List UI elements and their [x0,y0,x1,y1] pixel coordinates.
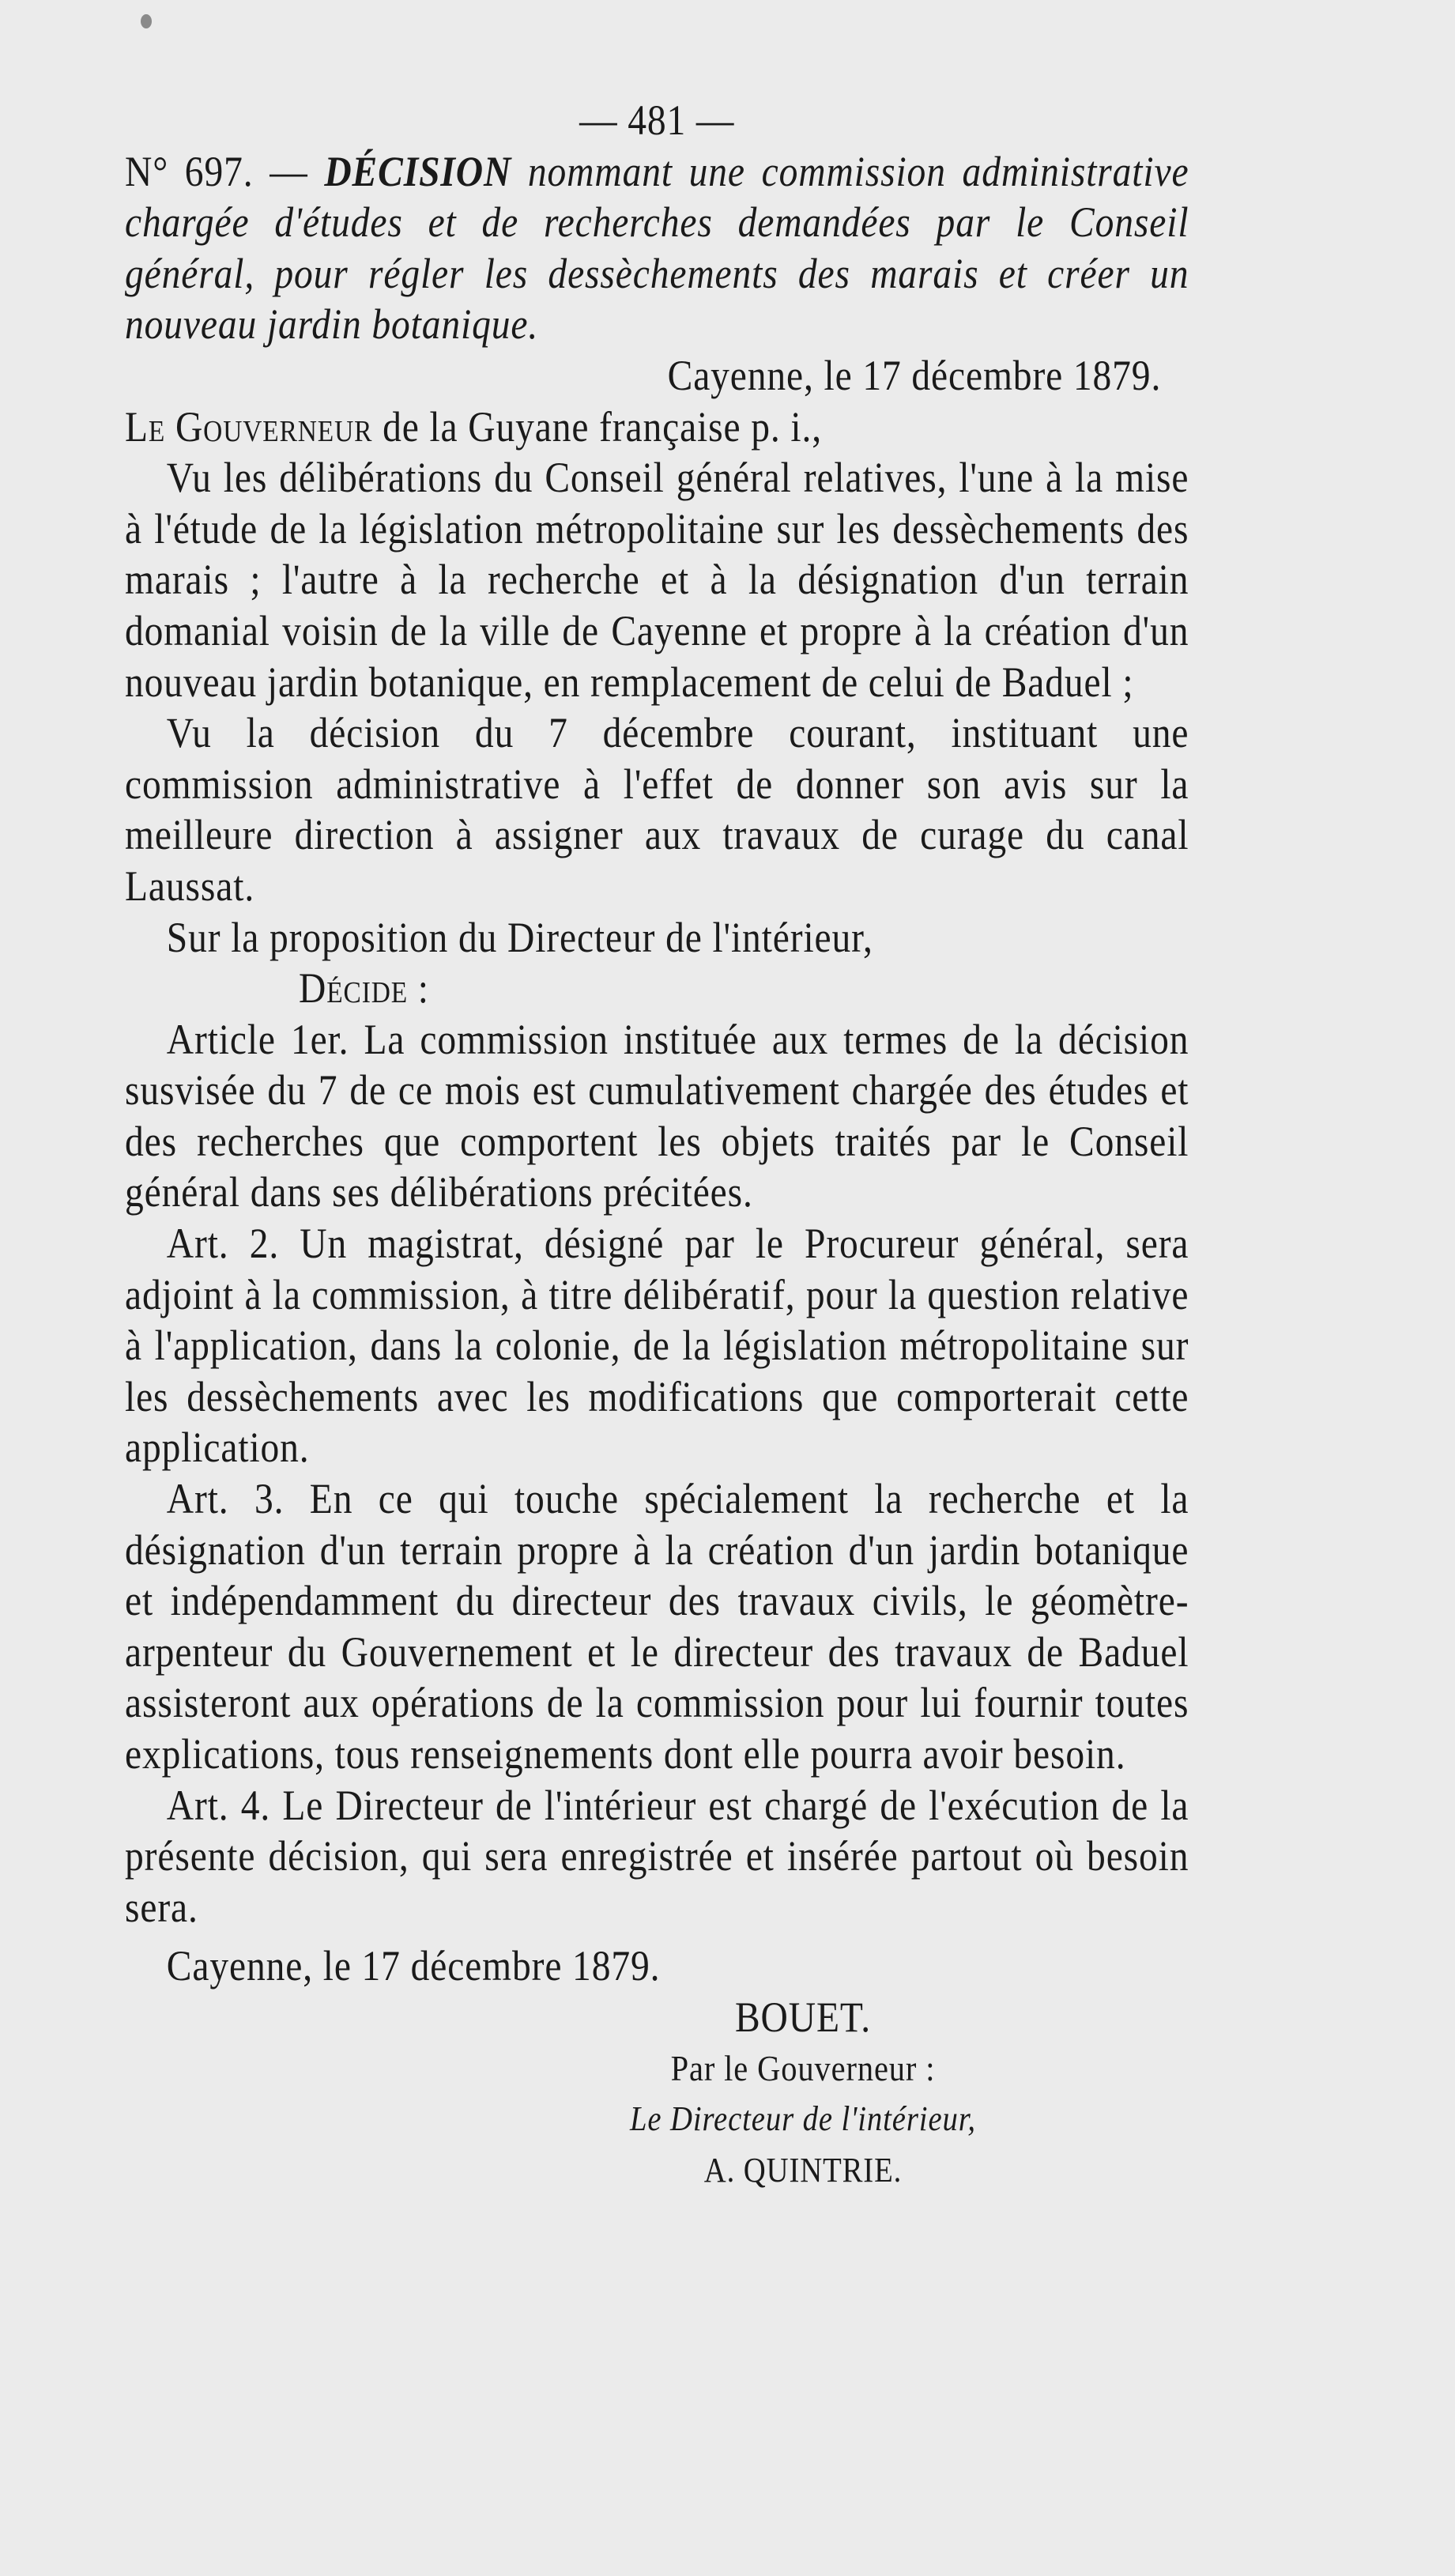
article-3: Art. 3. En ce qui touche spécialement la recherche et la désignation d'un terrain propre à la création d'un jardin botanique et indépendamment du directeur des travaux civils, le géomètre-arpenteur du Gouvernement et le directeur des travaux de Baduel assisteront aux opérations de la commission pour lui fournir toutes explications, tous renseignements dont elle pourra avoir besoin. [125,1475,1189,1778]
decision-title: nommant une commission administrative chargée d'études et de recherches demandées par le Conseil général, pour régler les dessèchements des marais et créer un nouveau jardin botanique. [125,147,1189,349]
article-1: Article 1er. La commission instituée aux termes de la décision susvisée du 7 de ce mois est cumulativement chargée des études et des recherches que comportent les objets traités par le Conseil général dans ses délibérations précitées. [125,1015,1189,1216]
consideration-1: Vu les délibérations du Conseil général relatives, l'une à la mise à l'étude de la législation métropolitaine sur les dessèchements des marais ; l'autre à la recherche et à la désignation d'un terrain domanial voisin de la ville de Cayenne et propre à la création d'un nouveau jardin botanique, en remplacement de celui de Baduel ; [125,454,1189,706]
article-4: Art. 4. Le Directeur de l'intérieur est chargé de l'exécution de la présente décision, qui sera enregistrée et insérée partout où besoin sera. [125,1781,1189,1931]
closing-date: Cayenne, le 17 décembre 1879. [166,1942,661,1990]
decision-number: N° 697. — [125,147,308,195]
decides-label: Décide : [299,964,429,1013]
dateline: Cayenne, le 17 décembre 1879. [667,351,1162,399]
authority-rest: de la Guyane française p. i., [383,402,822,451]
authority-role: Le Gouverneur [125,402,373,451]
decision-heading [125,146,1189,350]
spacer [125,1933,1189,1940]
signature-title: Le Directeur de l'intérieur, [630,2099,976,2139]
page-text [125,95,1189,2196]
consideration-3: Sur la proposition du Directeur de l'intérieur, [166,913,873,961]
decision-type: DÉCISION [324,147,512,195]
authority-line [125,402,1189,453]
signature-by-line: Par le Gouverneur : [670,2047,936,2088]
signer-name: BOUET. [734,1993,872,2041]
ink-spot [141,14,152,28]
article-2: Art. 2. Un magistrat, désigné par le Procureur général, sera adjoint à la commission, à titre délibératif, pour la question relative à l'application, dans la colonie, de la législation métropolitaine sur les dessèchements avec les modifications que comporterait cette application. [125,1220,1189,1472]
page-number: — 481 — [579,96,735,144]
signature-name: A. QUINTRIE. [703,2150,903,2189]
consideration-2: Vu la décision du 7 décembre courant, instituant une commission administrative à l'effet de donner son avis sur la meilleure direction à assigner aux travaux de curage du canal Laussat. [125,709,1189,910]
